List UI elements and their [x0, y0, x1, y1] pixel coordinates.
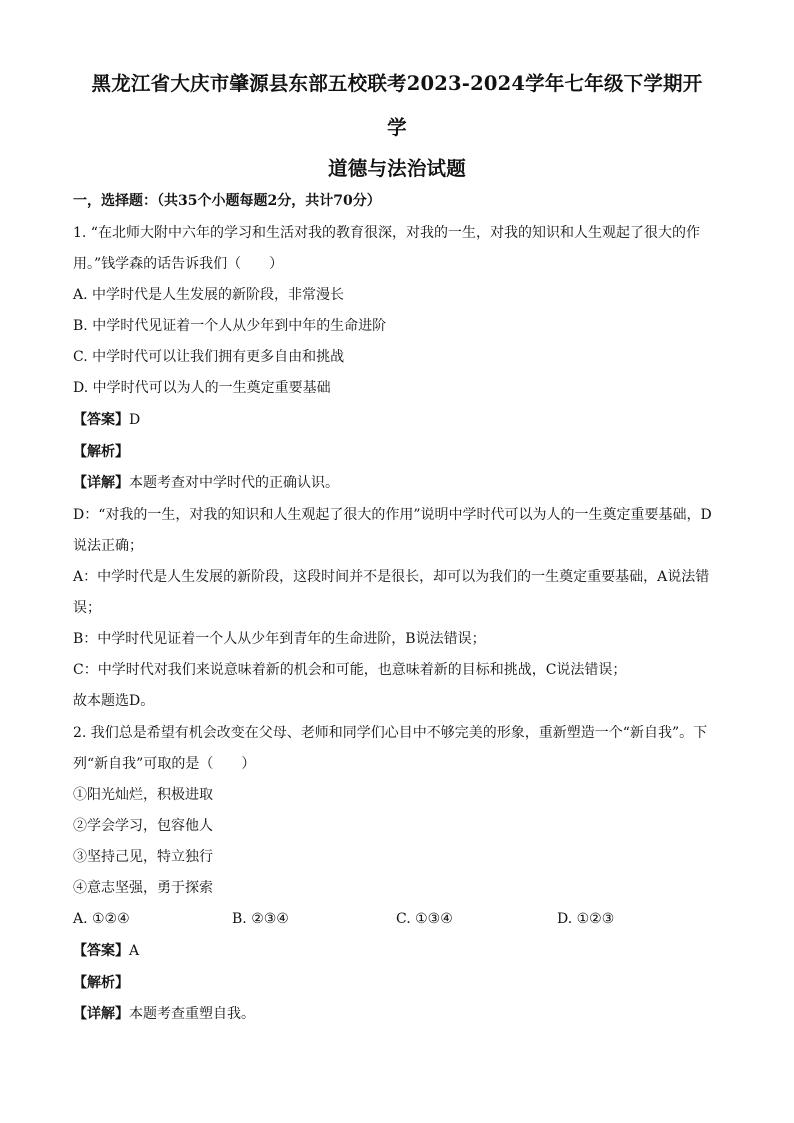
q2-detail-line: [73, 1005, 255, 1023]
q1-detail-text: 本题考查对中学时代的正确认识。: [129, 475, 339, 491]
q2-choice-b: B. ②③④: [232, 911, 289, 927]
q2-stem-line2: 列“新自我”可取的是（ ）: [73, 756, 256, 772]
q1-answer-value: D: [129, 412, 141, 428]
q1-detail-label: 【详解】: [73, 475, 129, 491]
q2-detail-text: 本题考查重塑自我。: [129, 1006, 255, 1022]
q1-explanation-line: 故本题选D。: [73, 693, 155, 709]
q2-analysis-label: 【解析】: [73, 975, 129, 991]
document-title-line2: 学: [387, 116, 407, 139]
q1-stem-line2: 用。”钱学森的话告诉我们（ ）: [73, 256, 284, 272]
q1-analysis-label: 【解析】: [73, 444, 129, 460]
q1-explanation-line: D：“对我的一生，对我的知识和人生观起了很大的作用”说明中学时代可以为人的一生奠定重要基础，D: [73, 507, 712, 523]
q2-item: ②学会学习，包容他人: [73, 818, 213, 834]
q2-item: ①阳光灿烂，积极进取: [73, 787, 213, 803]
document-subtitle: 道德与法治试题: [328, 157, 466, 180]
q2-choice-d: D. ①②③: [557, 911, 615, 927]
q1-explanation-line: 说法正确；: [73, 538, 143, 554]
q1-detail-line: [73, 474, 339, 492]
q1-explanation-line: A：中学时代是人生发展的新阶段，这段时间并不是很长，却可以为我们的一生奠定重要基础，A说法错: [73, 569, 710, 585]
q2-stem-line1: 2. 我们总是希望有机会改变在父母、老师和同学们心目中不够完美的形象，重新塑造一个“新自我”。下: [73, 725, 708, 741]
q1-option-c: C. 中学时代可以让我们拥有更多自由和挑战: [73, 349, 345, 365]
q1-stem-line1: 1. “在北师大附中六年的学习和生活对我的教育很深，对我的一生，对我的知识和人生观起了很大的作: [73, 225, 700, 241]
q1-option-d: D. 中学时代可以为人的一生奠定重要基础: [73, 380, 331, 396]
document-title-line1: 黑龙江省大庆市肇源县东部五校联考2023-2024学年七年级下学期开: [91, 72, 703, 95]
q2-choice-a: A. ①②④: [73, 911, 130, 927]
q1-explanation-line: B：中学时代见证着一个人从少年到青年的生命进阶，B说法错误；: [73, 631, 486, 647]
section-heading: 一，选择题：（共35个小题每题2分，共计70分）: [73, 193, 381, 209]
q1-option-b: B. 中学时代见证着一个人从少年到中年的生命进阶: [73, 318, 387, 334]
q2-item: ④意志坚强，勇于探索: [73, 880, 213, 896]
q2-item: ③坚持己见，特立独行: [73, 849, 213, 865]
q2-answer-line: [73, 942, 139, 960]
q2-answer-value: A: [129, 943, 140, 959]
q1-answer-line: [73, 411, 140, 429]
q2-choice-c: C. ①③④: [396, 911, 453, 927]
q2-detail-label: 【详解】: [73, 1006, 129, 1022]
q1-explanation-line: C：中学时代对我们来说意味着新的机会和可能，也意味着新的目标和挑战，C说法错误；: [73, 662, 627, 678]
q1-option-a: A. 中学时代是人生发展的新阶段，非常漫长: [73, 287, 345, 303]
q2-choices: [73, 910, 723, 928]
q2-answer-label: 【答案】: [73, 943, 129, 959]
q1-answer-label: 【答案】: [73, 412, 129, 428]
q1-explanation-line: 误；: [73, 600, 101, 616]
